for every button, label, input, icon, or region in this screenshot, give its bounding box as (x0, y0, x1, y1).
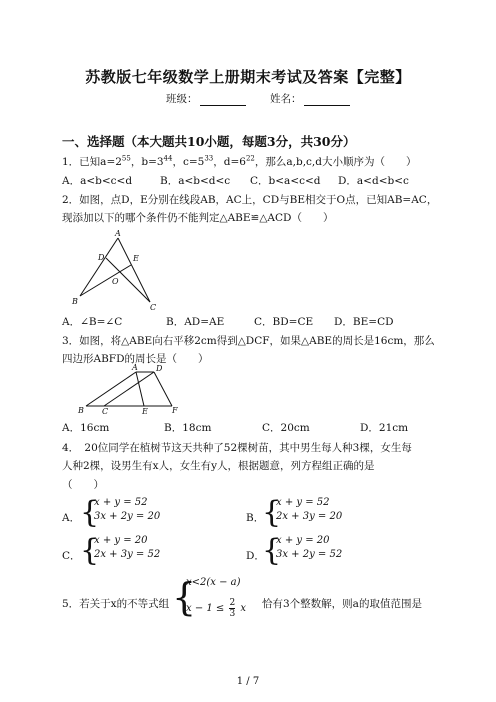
question-2-line2: 现添加以下的哪个条件仍不能判定△ABE≌△ACD（ ） (62, 212, 334, 224)
page-title: 苏教版七年级数学上册期末考试及答案【完整】 (85, 68, 411, 86)
q3-translation-figure (72, 363, 184, 415)
question-5-stem-b: 恰有3个整数解，则a的取值范围是 (262, 598, 422, 610)
q2-label-o: O (112, 277, 119, 286)
q3-label-e: E (142, 407, 148, 415)
q3-label-f: F (172, 406, 178, 415)
q4-option-b-label: B． (246, 512, 265, 524)
question-3-line2: 四边形ABFD的周长是（ ） (62, 353, 209, 365)
q3-label-b: B (78, 406, 84, 415)
question-5-stem-a: 5．若关于x的不等式组 (62, 598, 170, 610)
q2-edge-ab (80, 238, 118, 296)
question-4-line1: 4． 20位同学在植树节这天共种了52棵树苗，其中男生每人种3棵，女生每 (62, 442, 412, 454)
brace-icon: { (172, 575, 197, 619)
page-number: 1 / 7 (236, 676, 260, 687)
q4-option-d-label: D． (246, 550, 265, 562)
name-label: 姓名： (270, 93, 302, 105)
q2-label-b: B (72, 297, 78, 306)
q4-option-c-label: C． (62, 550, 81, 562)
q2-option-b: B．AD=AE (166, 316, 225, 328)
q4-option-a-system: { x + y = 52 3x + 2y = 20 (80, 495, 161, 530)
q3-option-b: B．18cm (164, 422, 212, 434)
q3-edge-ae (136, 372, 144, 406)
q3-option-d: D．21cm (360, 422, 409, 434)
q4-option-a-label: A． (62, 512, 81, 524)
name-blank (304, 94, 350, 106)
q1-option-a: A．a<b<c<d (62, 175, 133, 187)
question-3-line1: 3．如图，将△ABE向右平移2cm得到△DCF，如果△ABE的周长是16cm，那么 (62, 335, 435, 347)
q2-label-d: D (98, 253, 105, 262)
q2-option-a: A．∠B=∠C (62, 316, 123, 328)
q3-option-c: C．20cm (262, 422, 310, 434)
name-field (270, 91, 350, 106)
q3-option-a: A．16cm (62, 422, 110, 434)
q2-label-c: C (150, 303, 157, 310)
q5-inequality-system: { x<2(x − a) x − 1 ≤ $\frac{2}{3}$ x (172, 575, 247, 619)
q2-triangle-figure (70, 228, 170, 310)
brace-icon: { (262, 533, 282, 568)
q2-option-d: D．BE=CD (334, 316, 394, 328)
brace-icon: { (80, 533, 100, 568)
q3-label-a: A (132, 363, 138, 372)
q4-option-b-system: { x + y = 52 2x + 3y = 20 (262, 495, 343, 530)
q3-label-c: C (102, 407, 109, 415)
question-2-line1: 2．如图，点D，E分别在线段AB，AC上，CD与BE相交于O点，已知AB=AC， (62, 194, 438, 206)
q2-edge-eb (80, 265, 131, 296)
class-field (166, 91, 246, 106)
q1-option-d: D．a<d<b<c (338, 175, 409, 187)
q4-option-c-system: { x + y = 20 2x + 3y = 52 (80, 533, 161, 568)
brace-icon: { (262, 495, 282, 530)
q1-option-b: B．a<b<d<c (160, 175, 231, 187)
brace-icon: { (80, 495, 100, 530)
q2-label-e: E (133, 254, 139, 263)
q3-label-d: D (156, 364, 163, 373)
q3-edge-df (154, 372, 172, 406)
section-heading: 一、选择题（本大题共10小题，每题3分，共30分） (62, 134, 356, 149)
question-1-stem: 1．已知$a=2^{55}$，$b=3^{44}$，$c=5^{33}$，$d=6^{22}$，那么a,b,c,d大小顺序为（ ） (62, 154, 417, 168)
class-label: 班级： (166, 93, 198, 105)
q2-label-a: A (115, 229, 121, 238)
q1-option-c: C．b<a<c<d (250, 175, 321, 187)
question-4-line3: （ ） (62, 479, 104, 491)
question-4-line2: 人种2棵，设男生有x人，女生有y人，根据题意，列方程组正确的是 (62, 460, 375, 472)
class-blank (200, 94, 246, 106)
q2-option-c: C．BD=CE (254, 316, 314, 328)
q4-option-d-system: { x + y = 20 3x + 2y = 52 (262, 533, 343, 568)
